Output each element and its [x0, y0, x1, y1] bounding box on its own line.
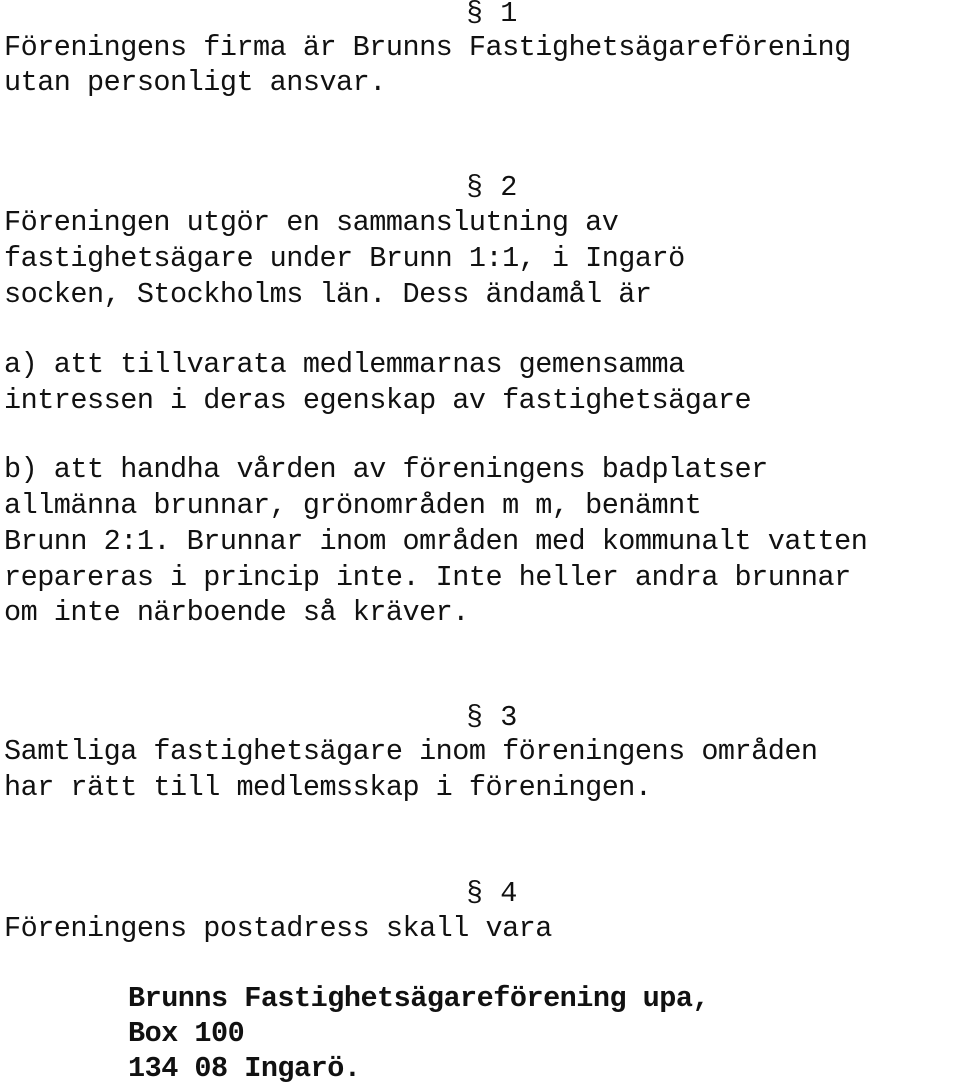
address-line-3: 134 08 Ingarö.	[128, 1052, 361, 1085]
section-4-line-1: Föreningens postadress skall vara	[4, 912, 552, 945]
section-1-line-1: Föreningens firma är Brunns Fastighetsägareförening	[4, 31, 851, 64]
section-2-item-b-line-3: Brunn 2:1. Brunnar inom områden med kommunalt vatten	[4, 525, 868, 558]
section-2-item-b-line-2: allmänna brunnar, grönområden m m, benämnt	[4, 489, 702, 522]
section-4-heading: § 4	[466, 877, 518, 910]
address-line-2: Box 100	[128, 1017, 245, 1050]
section-1-heading: § 1	[466, 0, 518, 30]
section-2-heading: § 2	[466, 171, 518, 204]
section-3-line-1: Samtliga fastighetsägare inom föreningens områden	[4, 735, 818, 768]
section-2-line-2: fastighetsägare under Brunn 1:1, i Ingarö	[4, 242, 685, 275]
section-2-line-3: socken, Stockholms län. Dess ändamål är	[4, 278, 652, 311]
section-3-heading: § 3	[466, 701, 518, 734]
section-1-line-2: utan personligt ansvar.	[4, 66, 386, 99]
section-2-item-b-line-4: repareras i princip inte. Inte heller andra brunnar	[4, 561, 851, 594]
section-2-item-b-line-5: om inte närboende så kräver.	[4, 596, 469, 629]
section-2-item-a-line-1: a) att tillvarata medlemmarnas gemensamma	[4, 348, 685, 381]
section-2-line-1: Föreningen utgör en sammanslutning av	[4, 206, 619, 239]
section-2-item-a-line-2: intressen i deras egenskap av fastighetsägare	[4, 384, 752, 417]
address-line-1: Brunns Fastighetsägareförening upa,	[128, 982, 710, 1015]
section-2-item-b-line-1: b) att handha vården av föreningens badplatser	[4, 453, 768, 486]
section-3-line-2: har rätt till medlemsskap i föreningen.	[4, 771, 652, 804]
